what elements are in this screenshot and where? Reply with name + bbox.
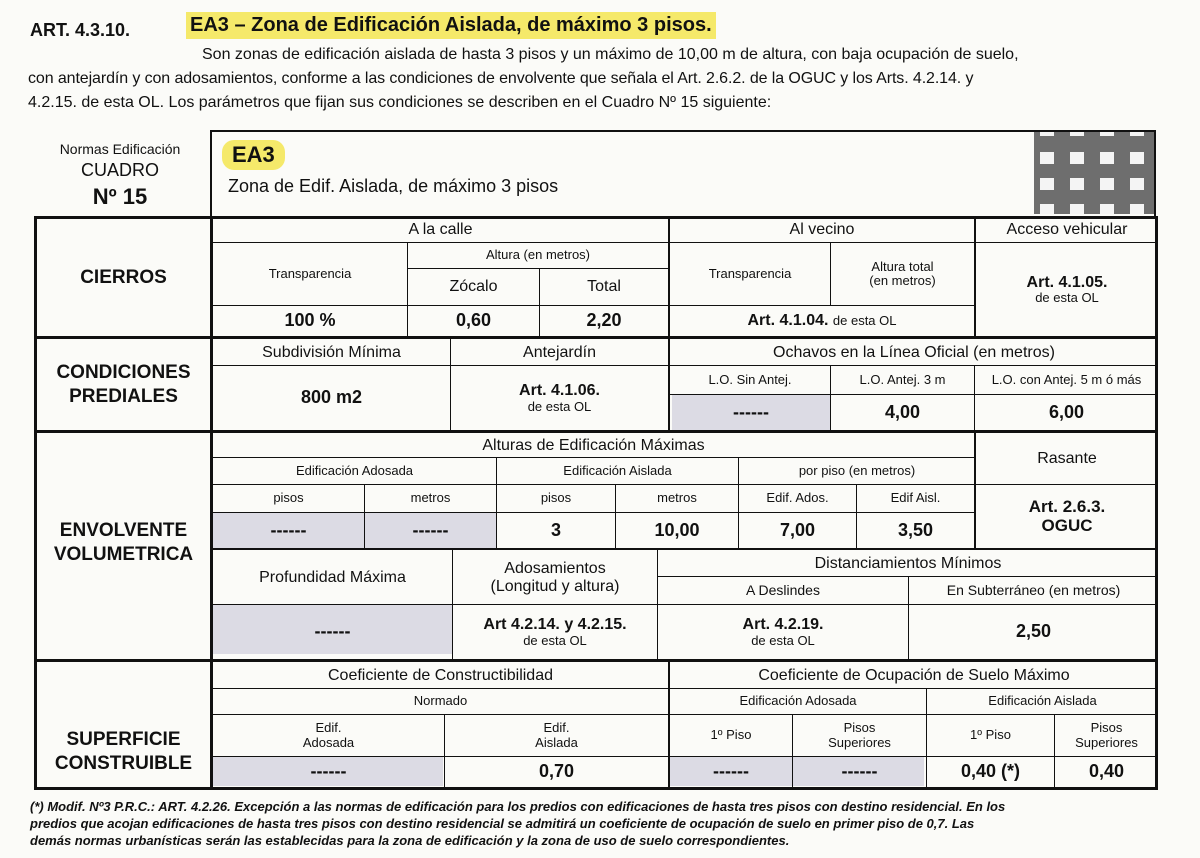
normas-label: Normas Edificación [59, 141, 181, 157]
val-sup-a: ------ [841, 761, 878, 782]
val-sup-b: 0,40 [1088, 761, 1125, 782]
val-piso1-b: 0,40 (*) [960, 761, 1021, 782]
col-piso1-b: 1º Piso [970, 727, 1011, 743]
footnote-line-1: (*) Modif. Nº3 P.R.C.: ART. 4.2.26. Excepción a las normas de edificación para los predios con edificaciones de hasta tres pisos con destino residencial. En los [30, 799, 1006, 814]
cat-superficie: SUPERFICIE CONSTRUIBLE [54, 729, 193, 774]
col-cc-adosada: Edif. Adosada [302, 720, 355, 750]
intro-line-2: con antejardín y con adosamientos, conforme a las condiciones de envolvente que señala el Art. 2.6.2. de la OGUC y los Arts. 4.2.14. y [28, 70, 974, 87]
header-coef-ocup: Coeficiente de Ocupación de Suelo Máximo [758, 666, 1070, 684]
header-oc-adosada: Edificación Adosada [739, 693, 857, 709]
header-antejardin: Antejardín [523, 343, 596, 361]
cuadro-label: CUADRO [80, 160, 159, 180]
header-alturas: Alturas de Edificación Máximas [482, 436, 705, 454]
lo-antej-3: L.O. Antej. 3 m [859, 371, 946, 387]
header-ed-adosada: Edificación Adosada [295, 462, 414, 478]
val-deslindes: Art. 4.2.19. de esta OL [742, 616, 824, 648]
col-edif-aisl: Edif Aisl. [890, 490, 941, 506]
header-deslindes: A Deslindes [746, 581, 820, 598]
val-adosamientos: Art 4.2.14. y 4.2.15. de esta OL [483, 616, 627, 648]
zona-code: EA3 [222, 140, 285, 170]
val-acceso-art: Art. 4.1.05. de esta OL [1026, 273, 1108, 306]
zona-name: Zona de Edif. Aislada, de máximo 3 pisos [228, 176, 559, 196]
calle-zocalo: Zócalo [449, 278, 498, 296]
header-ed-aislada: Edificación Aislada [563, 462, 672, 478]
val-subterraneo: 2,50 [1015, 621, 1052, 642]
val-rasante: Art. 2.6.3. OGUC [1028, 496, 1106, 535]
val-metros-a: ------ [412, 519, 449, 540]
col-sup-a: Pisos Superiores [828, 720, 891, 750]
intro-line-1: Son zonas de edificación aislada de hasta 3 pisos y un máximo de 10,00 m de altura, con baja ocupación de suelo, [202, 46, 1019, 63]
title-frame [210, 130, 1156, 216]
lo-sin-antej: L.O. Sin Antej. [708, 371, 792, 387]
col-sup-b: Pisos Superiores [1075, 720, 1138, 750]
col-metros-a: metros [410, 490, 451, 506]
footnote-line-3: demás normas urbanísticas serán las establecidas para la zona de edificación y la zona de uso de suelo correspondientes. [30, 833, 790, 848]
col-pisos-b: pisos [540, 490, 572, 506]
header-por-piso: por piso (en metros) [798, 462, 916, 478]
header-subdivision: Subdivisión Mínima [262, 343, 401, 361]
cuadro-number: Nº 15 [92, 184, 148, 209]
vecino-transparencia: Transparencia [708, 265, 792, 281]
val-pisos-a: ------ [270, 519, 307, 540]
val-transparencia: 100 % [284, 310, 336, 331]
article-title: EA3 – Zona de Edificación Aislada, de máximo 3 pisos. [186, 12, 716, 39]
calle-altura: Altura (en metros) [485, 247, 591, 263]
val-vecino-art: Art. 4.1.04. de esta OL [747, 312, 897, 330]
calle-transparencia: Transparencia [268, 265, 352, 281]
val-cc-aislada: 0,70 [538, 761, 575, 782]
header-dist-min: Distanciamientos Mínimos [814, 554, 1002, 572]
header-a-la-calle: A la calle [408, 221, 473, 239]
val-pisos-b: 3 [550, 519, 561, 540]
header-coef-const: Coeficiente de Constructibilidad [327, 666, 553, 684]
vecino-altura: Altura total (en metros) [869, 258, 936, 288]
val-edif-aisl: 3,50 [897, 519, 934, 540]
lo-antej-5: L.O. con Antej. 5 m ó más [991, 371, 1142, 387]
header-normado: Normado [413, 693, 468, 709]
val-subdivision: 800 m2 [300, 387, 363, 408]
col-metros-b: metros [657, 490, 697, 506]
article-number: ART. 4.3.10. [30, 20, 131, 40]
cat-cierros: CIERROS [80, 266, 167, 288]
cat-prediales: CONDICIONES PREDIALES [56, 361, 191, 407]
header-adosamientos: Adosamientos (Longitud y altura) [490, 559, 620, 595]
footnote-line-2: predios que acojan edificaciones de hasta tres pisos con destino residencial se admitirá un coeficiente de ocupación de suelo en primer piso de 0,7. Las [30, 816, 975, 831]
val-zocalo: 0,60 [455, 310, 492, 331]
cat-envolvente: ENVOLVENTE VOLUMETRICA [53, 520, 194, 565]
col-cc-aislada: Edif. Aislada [535, 720, 578, 750]
header-subterraneo: En Subterráneo (en metros) [946, 581, 1121, 598]
intro-line-3: 4.2.15. de esta OL. Los parámetros que fijan sus condiciones se describen en el Cuadro Nº 15 siguiente: [28, 94, 772, 111]
header-ochavos: Ochavos en la Línea Oficial (en metros) [773, 343, 1055, 361]
val-edif-ados: 7,00 [779, 519, 816, 540]
header-rasante: Rasante [1037, 450, 1097, 468]
val-lo-5: 6,00 [1048, 401, 1085, 422]
val-antejardin-art: Art. 4.1.06. de esta OL [519, 382, 600, 414]
val-metros-b: 10,00 [654, 519, 700, 540]
val-cc-adosada: ------ [310, 761, 347, 782]
val-lo-3: 4,00 [884, 401, 921, 422]
col-pisos-a: pisos [273, 490, 304, 506]
val-lo-sin: ------ [733, 401, 769, 422]
calle-total: Total [587, 278, 621, 296]
header-al-vecino: Al vecino [789, 221, 855, 239]
header-oc-aislada: Edificación Aislada [988, 693, 1097, 709]
col-edif-ados: Edif. Ados. [766, 490, 829, 506]
footnote [30, 798, 1170, 849]
col-piso1-a: 1º Piso [710, 727, 752, 743]
header-acceso-vehicular: Acceso vehicular [1006, 221, 1128, 239]
val-total: 2,20 [586, 310, 622, 331]
header-prof-max: Profundidad Máxima [259, 568, 406, 586]
val-prof-max: ------ [314, 621, 351, 642]
val-piso1-a: ------ [713, 761, 749, 782]
